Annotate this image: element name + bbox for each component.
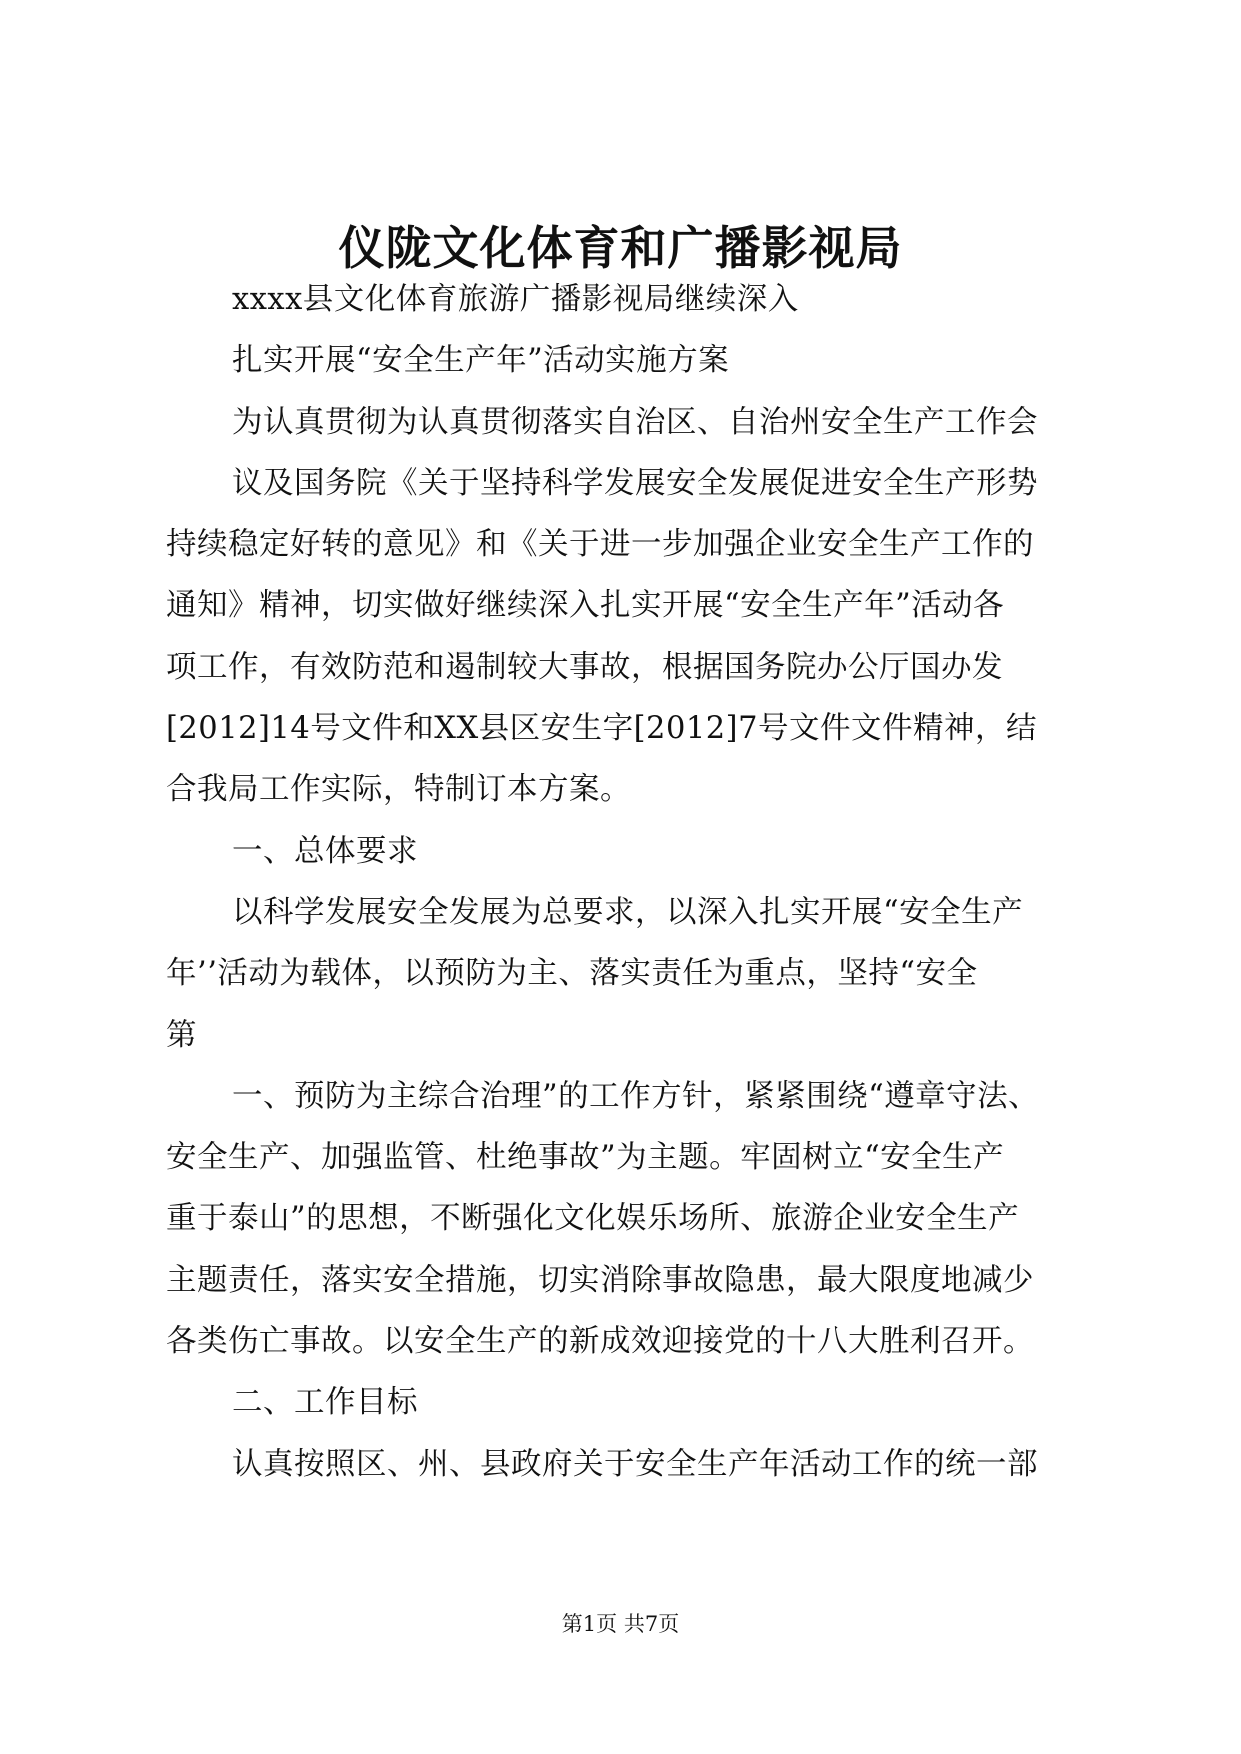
body-line: 通知》精神，切实做好继续深入扎实开展“安全生产年”活动各 xyxy=(166,588,1005,624)
body-line: 安全生产、加强监管、杜绝事故”为主题。牢固树立“安全生产 xyxy=(166,1140,1005,1176)
body-line: 第 xyxy=(166,1017,197,1053)
body-line: 认真按照区、州、县政府关于安全生产年活动工作的统一部 xyxy=(232,1446,1038,1482)
body-line: 二、工作目标 xyxy=(232,1385,418,1421)
body-line: xxxx县文化体育旅游广播影视局继续深入 xyxy=(232,282,799,317)
body-line: 持续稳定好转的意见》和《关于进一步加强企业安全生产工作的 xyxy=(166,527,1034,563)
body-line: 为认真贯彻为认真贯彻落实自治区、自治州安全生产工作会 xyxy=(232,404,1038,440)
document-body xyxy=(166,269,1092,1495)
body-line: 议及国务院《关于坚持科学发展安全发展促进安全生产形势 xyxy=(232,465,1038,501)
body-line: 扎实开展“安全生产年”活动实施方案 xyxy=(232,343,730,379)
body-line: 各类伤亡事故。以安全生产的新成效迎接党的十八大胜利召开。 xyxy=(166,1324,1034,1360)
body-line: 一、总体要求 xyxy=(232,833,418,869)
page-footer: 第1页 共7页 xyxy=(561,1612,680,1636)
body-line: 重于泰山”的思想，不断强化文化娱乐场所、旅游企业安全生产 xyxy=(166,1201,1020,1237)
body-line: 项工作，有效防范和遏制较大事故，根据国务院办公厅国办发 xyxy=(166,649,1003,685)
body-line: 主题责任，落实安全措施，切实消除事故隐患，最大限度地减少 xyxy=(166,1262,1034,1298)
document-title: 仪陇文化体育和广播影视局 xyxy=(338,221,903,275)
body-line: 合我局工作实际，特制订本方案。 xyxy=(166,772,631,808)
body-line: 一、预防为主综合治理”的工作方针，紧紧围绕“遵章守法、 xyxy=(232,1078,1040,1114)
body-line: 以科学发展安全发展为总要求，以深入扎实开展“安全生产 xyxy=(232,894,1024,930)
body-line: [2012]14号文件和XX县区安生字[2012]7号文件文件精神，结 xyxy=(166,711,1037,747)
body-line: 年’’活动为载体，以预防为主、落实责任为重点，坚持“安全 xyxy=(166,956,978,992)
